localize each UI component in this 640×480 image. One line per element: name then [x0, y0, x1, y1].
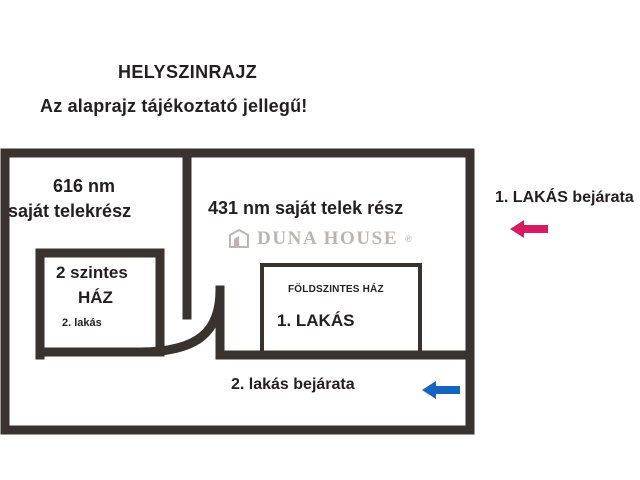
left-plot-area: 616 nm	[53, 176, 116, 196]
duna-house-logo-icon	[228, 228, 250, 250]
left-plot-label: saját telekrész	[8, 201, 132, 221]
house-left-line3: 2. lakás	[62, 317, 102, 329]
house-left-line2: HÁZ	[78, 288, 113, 307]
page-title: HELYSZINRAJZ	[118, 62, 258, 82]
page-subtitle: Az alaprajz tájékoztató jellegű!	[40, 96, 308, 116]
arrow-left-blue-icon	[420, 377, 462, 408]
watermark-registered: ®	[405, 234, 412, 244]
watermark	[228, 228, 412, 250]
right-plot-area-label: 431 nm saját telek rész	[208, 198, 404, 218]
flat-right-line2: 1. LAKÁS	[277, 311, 355, 330]
watermark-text: DUNA HOUSE	[257, 228, 399, 249]
entrance-flat2-label: 2. lakás bejárata	[231, 376, 355, 393]
entrance-flat1-label: 1. LAKÁS bejárata	[495, 189, 634, 206]
house-left-line1: 2 szintes	[56, 263, 128, 282]
flat-right-line1: FÖLDSZINTES HÁZ	[288, 284, 384, 295]
arrow-left-red-icon	[508, 216, 550, 247]
